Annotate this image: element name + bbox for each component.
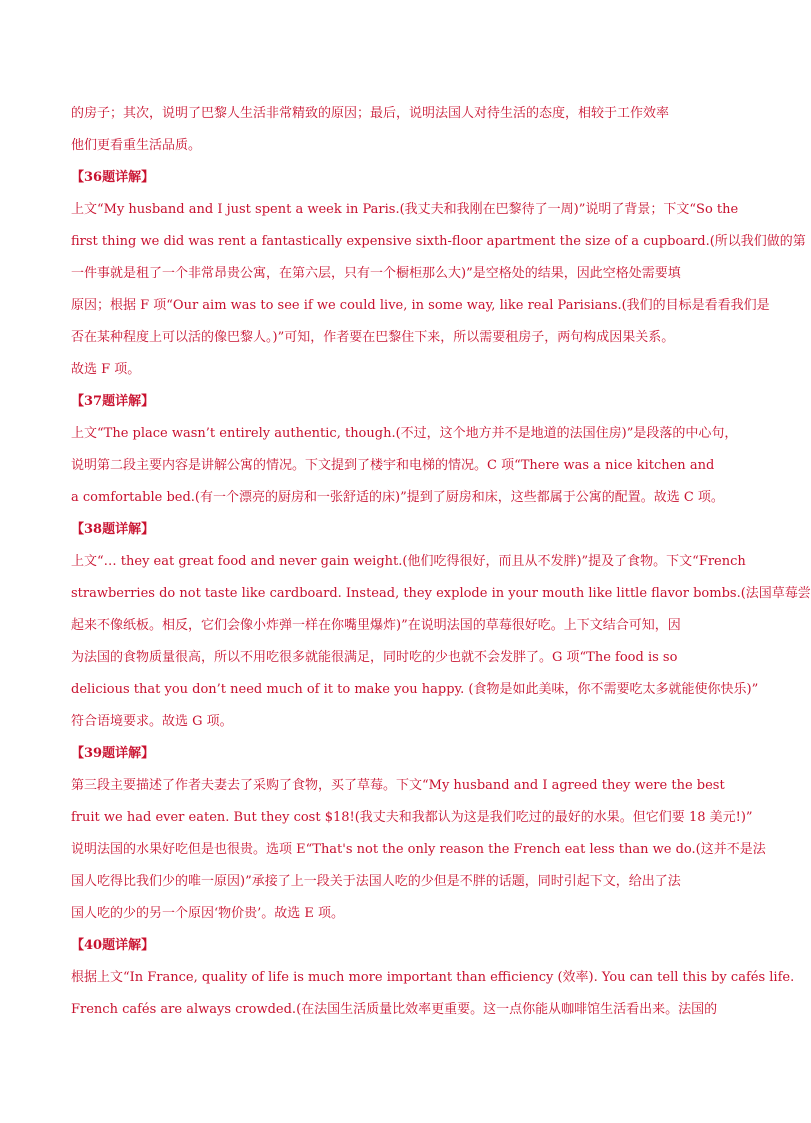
text-line: 否在某种程度上可以活的像巴黎人。)”可知，作者要在巴黎住下来，所以需要租房子，两句构成因果关系。 bbox=[71, 330, 675, 345]
text-line: 第三段主要描述了作者夫妻去了采购了食物，买了草莓。下文“My husband and I agreed they were the best bbox=[71, 778, 725, 793]
text-line: delicious that you don’t need much of it to make you happy. (食物是如此美味，你不需要吃太多就能使你快乐)” bbox=[71, 682, 759, 697]
text-line: 一件事就是租了一个非常昂贵公寓，在第六层，只有一个橱柜那么大)”是空格处的结果，因此空格处需要填 bbox=[71, 266, 681, 281]
text-line: 上文“My husband and I just spent a week in Paris.(我丈夫和我刚在巴黎待了一周)”说明了背景；下文“So the bbox=[71, 202, 739, 217]
text-line: 为法国的食物质量很高，所以不用吃很多就能很满足，同时吃的少也就不会发胖了。G 项“The food is so bbox=[71, 650, 678, 665]
text-line: 符合语境要求。故选 G 项。 bbox=[71, 714, 233, 729]
text-line: 国人吃得比我们少的唯一原因)”承接了上一段关于法国人吃的少但是不胖的话题，同时引起下文，给出了法 bbox=[71, 874, 681, 889]
text-line: French cafés are always crowded.(在法国生活质量比效率更重要。这一点你能从咖啡馆生活看出来。法国的 bbox=[71, 1002, 718, 1017]
text-line: fruit we had ever eaten. But they cost $18!(我丈夫和我都认为这是我们吃过的最好的水果。但它们要 18 美元!)” bbox=[71, 810, 753, 825]
text-line: 他们更看重生活品质。 bbox=[71, 138, 202, 153]
text-line: 根据上文“In France, quality of life is much more important than efficiency (效率). You can tell this by cafés life. bbox=[71, 970, 795, 985]
document-body bbox=[71, 98, 811, 1026]
text-line: 故选 F 项。 bbox=[71, 362, 141, 377]
text-line: 原因；根据 F 项“Our aim was to see if we could live, in some way, like real Parisians.(我们的目标是看看我们是 bbox=[71, 298, 770, 313]
text-line: first thing we did was rent a fantastically expensive sixth-floor apartment the size of a cupboard.(所以我们做的第 bbox=[71, 234, 806, 249]
text-line: 国人吃的少的另一个原因‘物价贵’。故选 E 项。 bbox=[71, 906, 345, 921]
section-heading: 【40题详解】 bbox=[71, 938, 155, 953]
text-line: 说明第二段主要内容是讲解公寓的情况。下文提到了楼宇和电梯的情况。C 项“There was a nice kitchen and bbox=[71, 458, 715, 473]
text-line: 上文“… they eat great food and never gain weight.(他们吃得很好，而且从不发胖)”提及了食物。下文“French bbox=[71, 554, 746, 569]
text-line: 的房子；其次，说明了巴黎人生活非常精致的原因；最后，说明法国人对待生活的态度，相较于工作效率 bbox=[71, 106, 670, 121]
text-line: strawberries do not taste like cardboard. Instead, they explode in your mouth like little flavor bombs.(法国草莓尝 bbox=[71, 586, 811, 601]
text-line: 上文“The place wasn’t entirely authentic, though.(不过，这个地方并不是地道的法国住房)”是段落的中心句， bbox=[71, 426, 738, 441]
text-line: a comfortable bed.(有一个漂亮的厨房和一张舒适的床)”提到了厨房和床，这些都属于公寓的配置。故选 C 项。 bbox=[71, 490, 724, 505]
text-line: 起来不像纸板。相反，它们会像小炸弹一样在你嘴里爆炸)”在说明法国的草莓很好吃。上下文结合可知，因 bbox=[71, 618, 681, 633]
section-heading: 【39题详解】 bbox=[71, 746, 155, 761]
text-line: 说明法国的水果好吃但是也很贵。选项 E“That's not the only reason the French eat less than we do.(这并不是法 bbox=[71, 842, 766, 857]
section-heading: 【37题详解】 bbox=[71, 394, 155, 409]
section-heading: 【38题详解】 bbox=[71, 522, 155, 537]
section-heading: 【36题详解】 bbox=[71, 170, 155, 185]
